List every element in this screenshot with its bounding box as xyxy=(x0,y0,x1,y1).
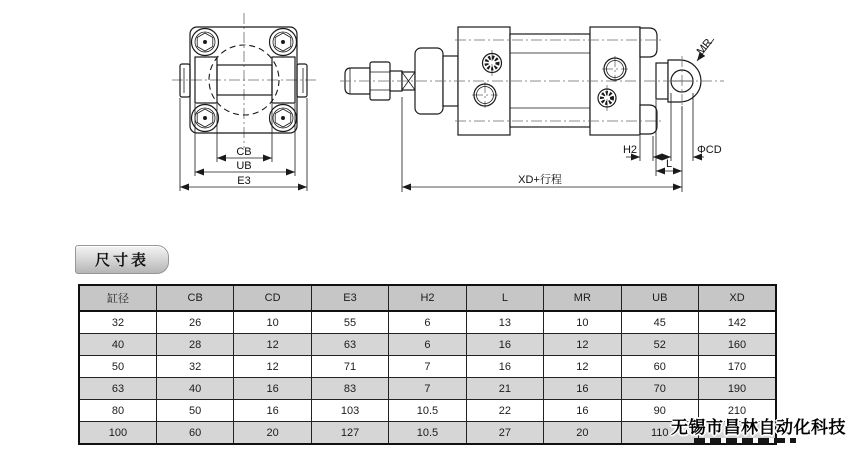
table-cell: 50 xyxy=(156,400,233,422)
table-cell: 170 xyxy=(699,356,777,378)
table-header-cell: XD xyxy=(699,285,777,311)
table-cell: 63 xyxy=(79,378,156,400)
table-cell: 10 xyxy=(544,311,621,334)
table-cell: 32 xyxy=(156,356,233,378)
pivot-pin-left xyxy=(180,64,190,97)
table-header-cell: H2 xyxy=(389,285,466,311)
table-header-cell: CD xyxy=(234,285,311,311)
table-cell: 90 xyxy=(621,400,698,422)
table-header-row xyxy=(79,285,776,311)
table-cell: 70 xyxy=(621,378,698,400)
table-cell: 50 xyxy=(79,356,156,378)
table-cell: 16 xyxy=(544,400,621,422)
table-header-cell: CB xyxy=(156,285,233,311)
dim-label-xd-stroke: XD+行程 xyxy=(518,174,562,186)
table-cell: 210 xyxy=(699,400,777,422)
table-cell: 6 xyxy=(389,334,466,356)
rear-mount-tab-top xyxy=(640,28,657,57)
table-header-cell: E3 xyxy=(311,285,388,311)
table-cell: 60 xyxy=(621,356,698,378)
dimension-mr xyxy=(695,37,715,61)
tie-rod-bolt xyxy=(192,105,219,132)
dim-label-mr: MR xyxy=(694,36,715,58)
dim-label-cd: ΦCD xyxy=(697,144,722,156)
table-header-cell: MR xyxy=(544,285,621,311)
dim-label-cb: CB xyxy=(236,146,252,158)
table-cell: 12 xyxy=(544,334,621,356)
table-cell: 10.5 xyxy=(389,400,466,422)
table-cell: 100 xyxy=(79,422,156,445)
end-view-drawing xyxy=(160,8,330,200)
table-cell: 16 xyxy=(466,334,543,356)
cylinder-tube xyxy=(510,34,590,127)
table-cell: 7 xyxy=(389,356,466,378)
tie-rod-bolt xyxy=(192,29,219,56)
table-cell: 21 xyxy=(466,378,543,400)
dim-label-l: L xyxy=(665,158,673,170)
table-cell: 60 xyxy=(156,422,233,445)
dimension-l xyxy=(656,100,682,176)
table-cell: 63 xyxy=(311,334,388,356)
dim-label-ub: UB xyxy=(236,160,252,172)
table-cell: 16 xyxy=(466,356,543,378)
table-cell: 80 xyxy=(79,400,156,422)
table-row xyxy=(79,378,776,400)
table-cell: 45 xyxy=(621,311,698,334)
dim-label-e3: E3 xyxy=(237,175,251,187)
table-header-cell: L xyxy=(466,285,543,311)
table-cell: 12 xyxy=(544,356,621,378)
table-cell: 16 xyxy=(234,400,311,422)
table-cell: 12 xyxy=(234,334,311,356)
table-cell: 110 xyxy=(621,422,698,445)
table-cell: 40 xyxy=(156,378,233,400)
table-cell: 40 xyxy=(79,334,156,356)
table-cell: 27 xyxy=(466,422,543,445)
tie-rod-bolt xyxy=(270,29,297,56)
table-cell: 13 xyxy=(466,311,543,334)
table-cell: 190 xyxy=(699,378,777,400)
table-cell: 6 xyxy=(389,311,466,334)
table-cell: 10.5 xyxy=(389,422,466,445)
dimension-cd xyxy=(659,93,722,161)
table-row xyxy=(79,334,776,356)
table-cell: 52 xyxy=(621,334,698,356)
watermark-underline xyxy=(694,438,796,443)
table-cell: 12 xyxy=(234,356,311,378)
table-header-cell: UB xyxy=(621,285,698,311)
tie-rod-bolt xyxy=(270,105,297,132)
table-row xyxy=(79,311,776,334)
table-cell: 55 xyxy=(311,311,388,334)
pivot-pin-right xyxy=(297,64,307,97)
section-title: 尺寸表 xyxy=(94,252,149,269)
table-cell: 22 xyxy=(466,400,543,422)
table-cell: 28 xyxy=(156,334,233,356)
table-cell: 103 xyxy=(311,400,388,422)
watermark-text: 无锡市昌林自动化科技 xyxy=(671,418,846,437)
table-cell: 83 xyxy=(311,378,388,400)
side-view-drawing xyxy=(335,5,730,200)
table-cell: 16 xyxy=(234,378,311,400)
table-cell: 160 xyxy=(699,334,777,356)
table-cell: 16 xyxy=(544,378,621,400)
table-header-cell: 缸径 xyxy=(79,285,156,311)
table-cell: 20 xyxy=(544,422,621,445)
section-tab-size-table xyxy=(75,245,169,274)
table-cell: 71 xyxy=(311,356,388,378)
table-cell: 32 xyxy=(79,311,156,334)
table-cell: 142 xyxy=(699,311,777,334)
table-cell: 10 xyxy=(234,311,311,334)
table-row xyxy=(79,356,776,378)
table-cell: 127 xyxy=(311,422,388,445)
table-cell: 7 xyxy=(389,378,466,400)
table-cell: 20 xyxy=(234,422,311,445)
dim-label-h2: H2 xyxy=(622,144,637,156)
rear-mount-tab-bottom xyxy=(640,105,657,134)
table-cell: 26 xyxy=(156,311,233,334)
